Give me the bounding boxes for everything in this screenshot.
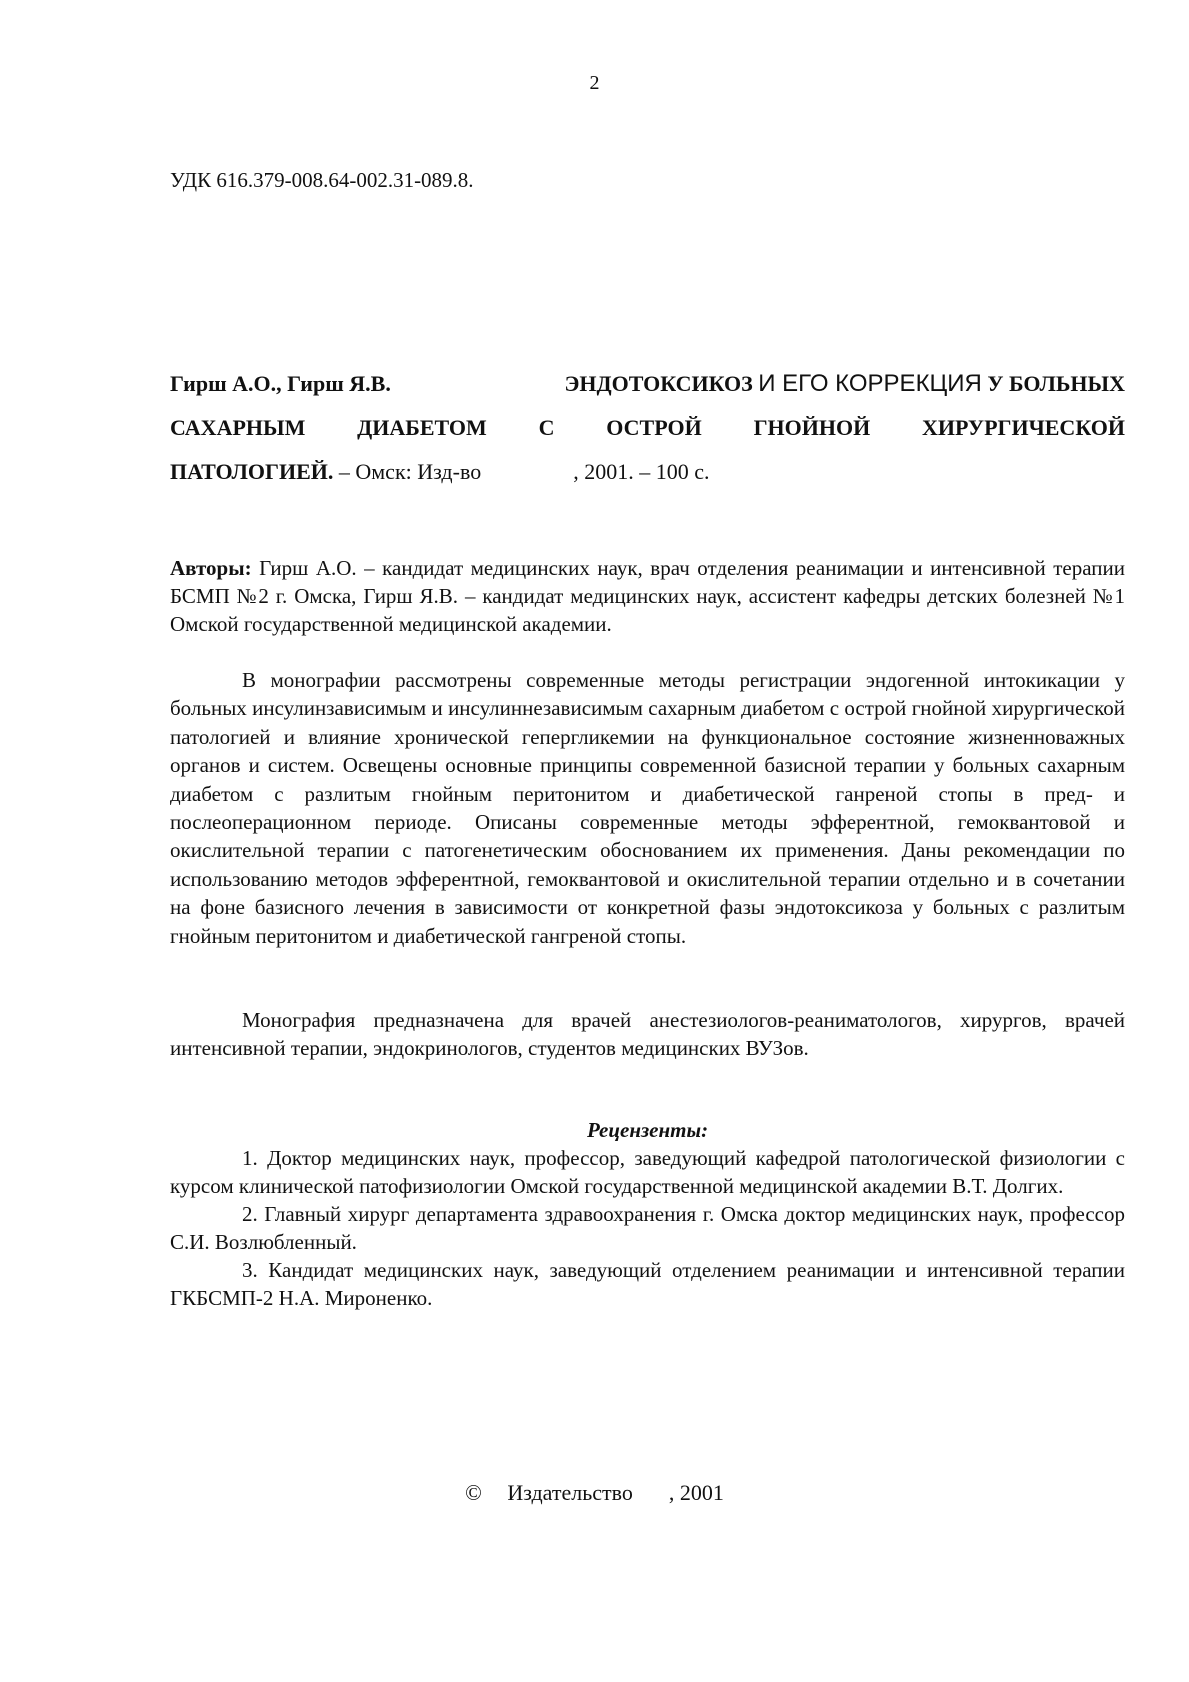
udk-code: УДК 616.379-008.64-002.31-089.8.	[170, 168, 474, 192]
title-line3-bold: ПАТОЛОГИЕЙ.	[170, 459, 334, 484]
title-word: ГНОЙНОЙ	[753, 415, 871, 440]
title-part-2: И ЕГО КОРРЕКЦИЯ	[758, 370, 982, 397]
reviewers-heading: Рецензенты:	[586, 1118, 709, 1142]
title-year-pages: , 2001. – 100 с.	[573, 459, 710, 484]
copyright-publisher: Издательство	[507, 1480, 633, 1505]
title-word: ДИАБЕТОМ	[357, 415, 487, 440]
title-authors: Гирш А.О., Гирш Я.В.	[170, 371, 391, 396]
title-line-3	[170, 450, 1125, 494]
title-word: ХИРУРГИЧЕСКОЙ	[922, 415, 1125, 440]
title-part-3: У БОЛЬНЫХ	[987, 371, 1125, 396]
authors-label: Авторы:	[170, 556, 252, 580]
title-line-1	[170, 362, 1125, 406]
authors-text: Гирш А.О. – кандидат медицинских наук, врач отделения реанимации и интенсивной терапии БСМП №2 г. Омска, Гирш Я.В. – кандидат медицинских наук, ассистент кафедры детских болезней №1 Омской государственной медицинской академии.	[170, 556, 1125, 636]
title-line-2	[170, 406, 1125, 450]
reviewers-section	[170, 1116, 1125, 1312]
page-number: 2	[589, 72, 600, 94]
purpose-paragraph: Монография предназначена для врачей анестезиологов-реаниматологов, хирургов, врачей интенсивной терапии, эндокринологов, студентов медицинских ВУЗов.	[170, 1008, 1125, 1060]
title-part-1: ЭНДОТОКСИКОЗ	[564, 371, 753, 396]
title-word: С	[538, 415, 555, 440]
copyright-icon: ©	[465, 1480, 482, 1505]
reviewer-item: 1. Доктор медицинских наук, профессор, заведующий кафедрой патологической физиологии с курсом клинической патофизиологии Омской государственной медицинской академии В.Т. Долгих.	[170, 1146, 1125, 1198]
copyright-year: , 2001	[668, 1480, 724, 1505]
title-block	[170, 362, 1125, 494]
copyright-line	[0, 1480, 1189, 1506]
authors-paragraph	[170, 554, 1125, 638]
title-word: ОСТРОЙ	[606, 415, 702, 440]
reviewer-item: 2. Главный хирург департамента здравоохранения г. Омска доктор медицинских наук, профессор С.И. Возлюбленный.	[170, 1202, 1125, 1254]
title-main	[564, 362, 1125, 406]
title-word: САХАРНЫМ	[170, 415, 306, 440]
reviewer-item: 3. Кандидат медицинских наук, заведующий отделением реанимации и интенсивной терапии ГКБСМП-2 Н.А. Мироненко.	[170, 1258, 1125, 1310]
title-publisher: – Омск: Изд-во	[338, 459, 482, 484]
abstract-paragraph: В монографии рассмотрены современные методы регистрации эндогенной интокикации у больных инсулинзависимым и инсулиннезависимым сахарным диабетом с острой гнойной хирургической патологией и влияние хронической гепергликемии на функциональное состояние жизненноважных органов и систем. Освещены основные принципы современной базисной терапии у больных сахарным диабетом с разлитым гнойным перитонитом и диабетической ганреной стопы в пред- и послеоперационном периоде. Описаны современные методы эфферентной, гемоквантовой и окислительной терапии с патогенетическим обоснованием их применения. Даны рекомендации по использованию методов эфферентной, гемоквантовой и окислительной терапии отдельно и в сочетании на фоне базисного лечения в зависимости от конкретной фазы эндотоксикоза у больных с разлитым гнойным перитонитом и диабетической гангреной стопы.	[170, 668, 1125, 948]
